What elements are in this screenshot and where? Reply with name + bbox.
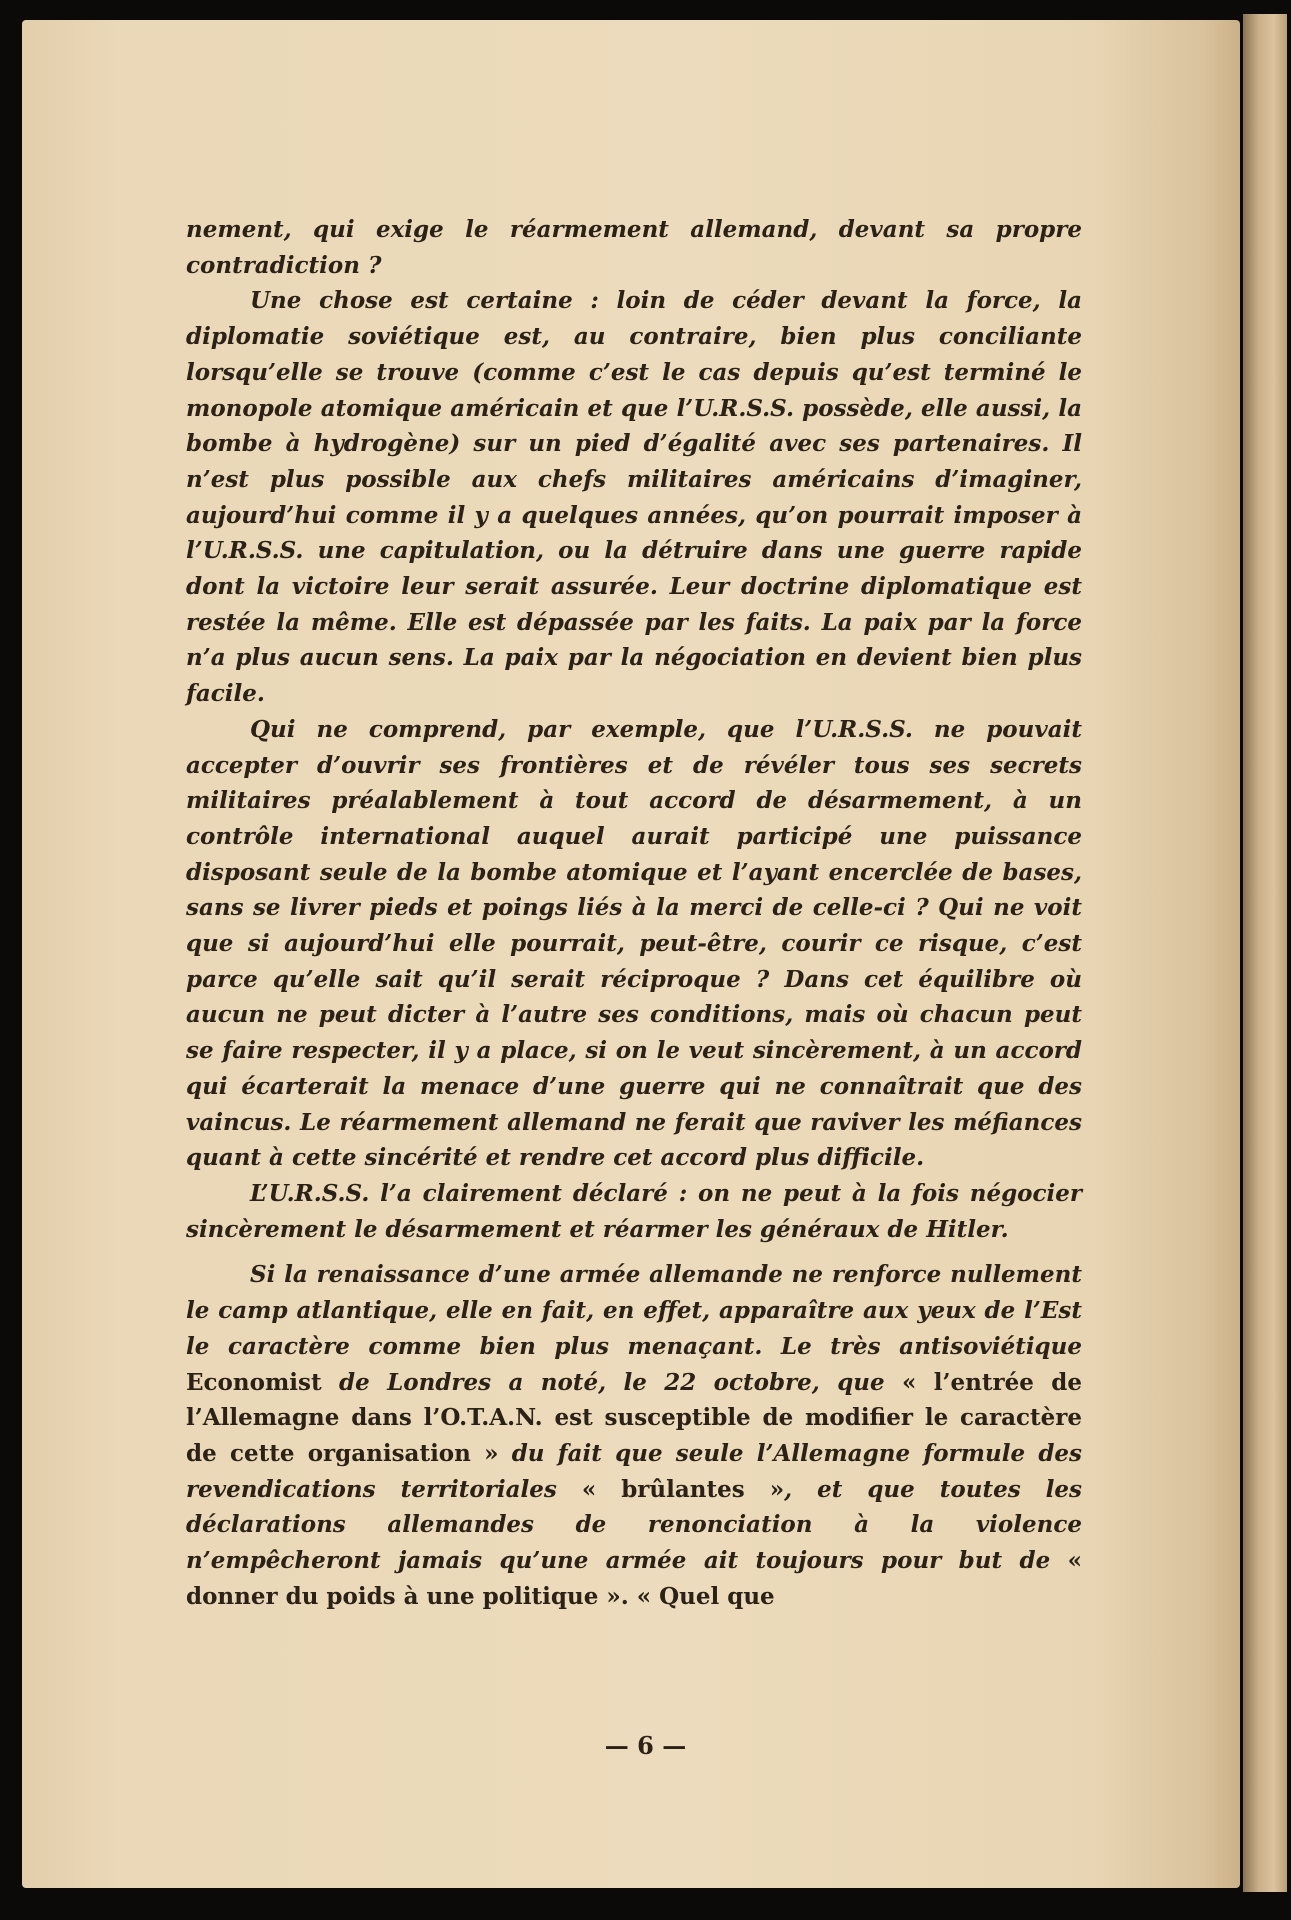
paragraph xyxy=(186,1176,1082,1247)
paragraph-text: Qui ne comprend, par exemple, que l’U.R.S.S. ne pouvait accepter d’ouvrir ses frontières et de révéler tous ses secrets militaires préalablement à tout accord de désarmement, à un contrôle international auquel aurait participé une puissance disposant seule de la bombe atomique et l’ayant encerclée de bases, sans se livrer pieds et poings liés à la merci de celle-ci ? Qui ne voit que si aujourd’hui elle pourrait, peut-être, courir ce risque, c’est parce qu’elle sait qu’il serait réciproque ? Dans cet équilibre où aucun ne peut dicter à l’autre ses conditions, mais où chacun peut se faire respecter, il y a place, si on le veut sincèrement, à un accord qui écarterait la menace d’une guerre qui ne connaîtrait que des vaincus. Le réarmement allemand ne ferait que raviver les méfiances quant à cette sincérité et rendre cet accord plus difficile. xyxy=(186,715,1082,1172)
quoted-text: « l’entrée de l’Allemagne dans l’O.T.A.N. est susceptible de modifier le caractère de cette organisation » xyxy=(186,1368,1082,1467)
paragraph-text: du fait que seule l’Allemagne formule des revendications territoriales xyxy=(186,1439,1082,1503)
body-text xyxy=(186,212,1082,1614)
paragraph-text: de Londres a noté, le 22 octobre, que xyxy=(321,1368,903,1396)
paragraph xyxy=(186,283,1082,711)
paragraph xyxy=(186,712,1082,1176)
paragraph-text: Une chose est certaine : loin de céder devant la force, la diplomatie soviétique est, au contraire, bien plus conciliante lorsqu’elle se trouve (comme c’est le cas depuis qu’est terminé le monopole atomique américain et que l’U.R.S.S. possède, elle aussi, la bombe à hydrogène) sur un pied d’égalité avec ses partenaires. Il n’est plus possible aux chefs militaires américains d’imaginer, aujourd’hui comme il y a quelques années, qu’on pourrait imposer à l’U.R.S.S. une capitulation, ou la détruire dans une guerre rapide dont la victoire leur serait assurée. Leur doctrine diplomatique est restée la même. Elle est dépassée par les faits. La paix par la force n’a plus aucun sens. La paix par la négociation en devient bien plus facile. xyxy=(186,287,1082,708)
paragraph xyxy=(186,1257,1082,1614)
paragraph xyxy=(186,212,1082,283)
paragraph-text: , et que toutes les déclarations allemandes de renonciation à la violence n’empêcheront jamais qu’une armée ait toujours pour but de xyxy=(186,1475,1082,1575)
adjacent-page-edge xyxy=(1243,14,1287,1892)
quoted-text: « donner du poids à une politique ». « Quel que xyxy=(186,1547,1082,1610)
paragraph-text: L’U.R.S.S. l’a clairement déclaré : on ne peut à la fois négocier sincèrement le désarmement et réarmer les généraux de Hitler. xyxy=(186,1179,1082,1243)
paragraph-text: Si la renaissance d’une armée allemande ne renforce nullement le camp atlantique, elle en fait, en effet, apparaître aux yeux de l’Est le caractère comme bien plus menaçant. Le très antisoviétique xyxy=(186,1261,1082,1360)
page-number: — 6 — xyxy=(604,1731,687,1760)
paragraph-text: nement, qui exige le réarmement allemand, devant sa propre contradiction ? xyxy=(186,216,1082,279)
quoted-text: « brûlantes » xyxy=(581,1475,785,1503)
quoted-text: Economist xyxy=(186,1368,322,1396)
